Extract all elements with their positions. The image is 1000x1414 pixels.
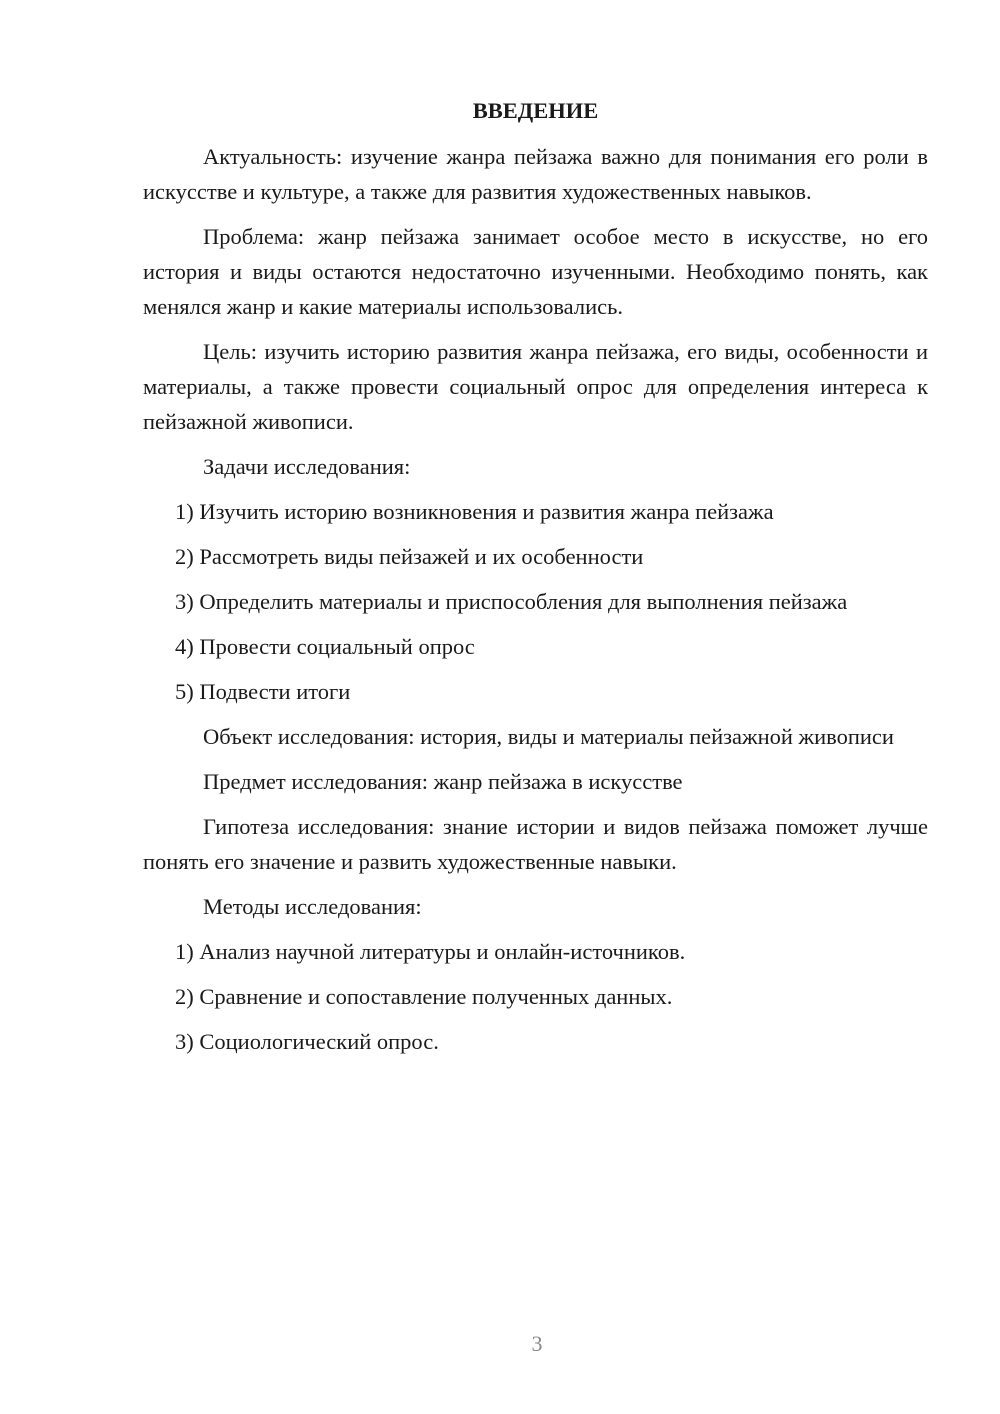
problem-paragraph: Проблема: жанр пейзажа занимает особое место в искусстве, но его история и виды остаются недостаточно изученными. Необходимо понять, как менялся жанр и какие материалы использовались.: [143, 224, 928, 319]
relevance-paragraph: Актуальность: изучение жанра пейзажа важно для понимания его роли в искусстве и культуре, а также для развития художественных навыков.: [143, 144, 928, 204]
subject-paragraph: Предмет исследования: жанр пейзажа в искусстве: [203, 769, 683, 794]
method-item: 3) Социологический опрос.: [175, 1029, 439, 1054]
task-item: 5) Подвести итоги: [175, 679, 351, 704]
methods-list: [143, 934, 928, 1059]
task-item: 4) Провести социальный опрос: [175, 634, 475, 659]
page-content: [143, 93, 928, 1069]
task-item: 2) Рассмотреть виды пейзажей и их особенности: [175, 544, 644, 569]
tasks-list: [143, 494, 928, 709]
task-item: 1) Изучить историю возникновения и развития жанра пейзажа: [175, 499, 774, 524]
task-item: 3) Определить материалы и приспособления для выполнения пейзажа: [175, 589, 848, 614]
tasks-heading: Задачи исследования:: [203, 454, 411, 479]
method-item: 1) Анализ научной литературы и онлайн-источников.: [175, 939, 686, 964]
object-paragraph: Объект исследования: история, виды и материалы пейзажной живописи: [203, 724, 894, 749]
goal-paragraph: Цель: изучить историю развития жанра пейзажа, его виды, особенности и материалы, а также провести социальный опрос для определения интереса к пейзажной живописи.: [143, 339, 928, 434]
page-number: 3: [531, 1331, 543, 1356]
method-item: 2) Сравнение и сопоставление полученных данных.: [175, 984, 673, 1009]
section-title: ВВЕДЕНИЕ: [472, 98, 599, 123]
methods-heading: Методы исследования:: [203, 894, 422, 919]
hypothesis-paragraph: Гипотеза исследования: знание истории и видов пейзажа поможет лучше понять его значение и развить художественные навыки.: [143, 814, 928, 874]
